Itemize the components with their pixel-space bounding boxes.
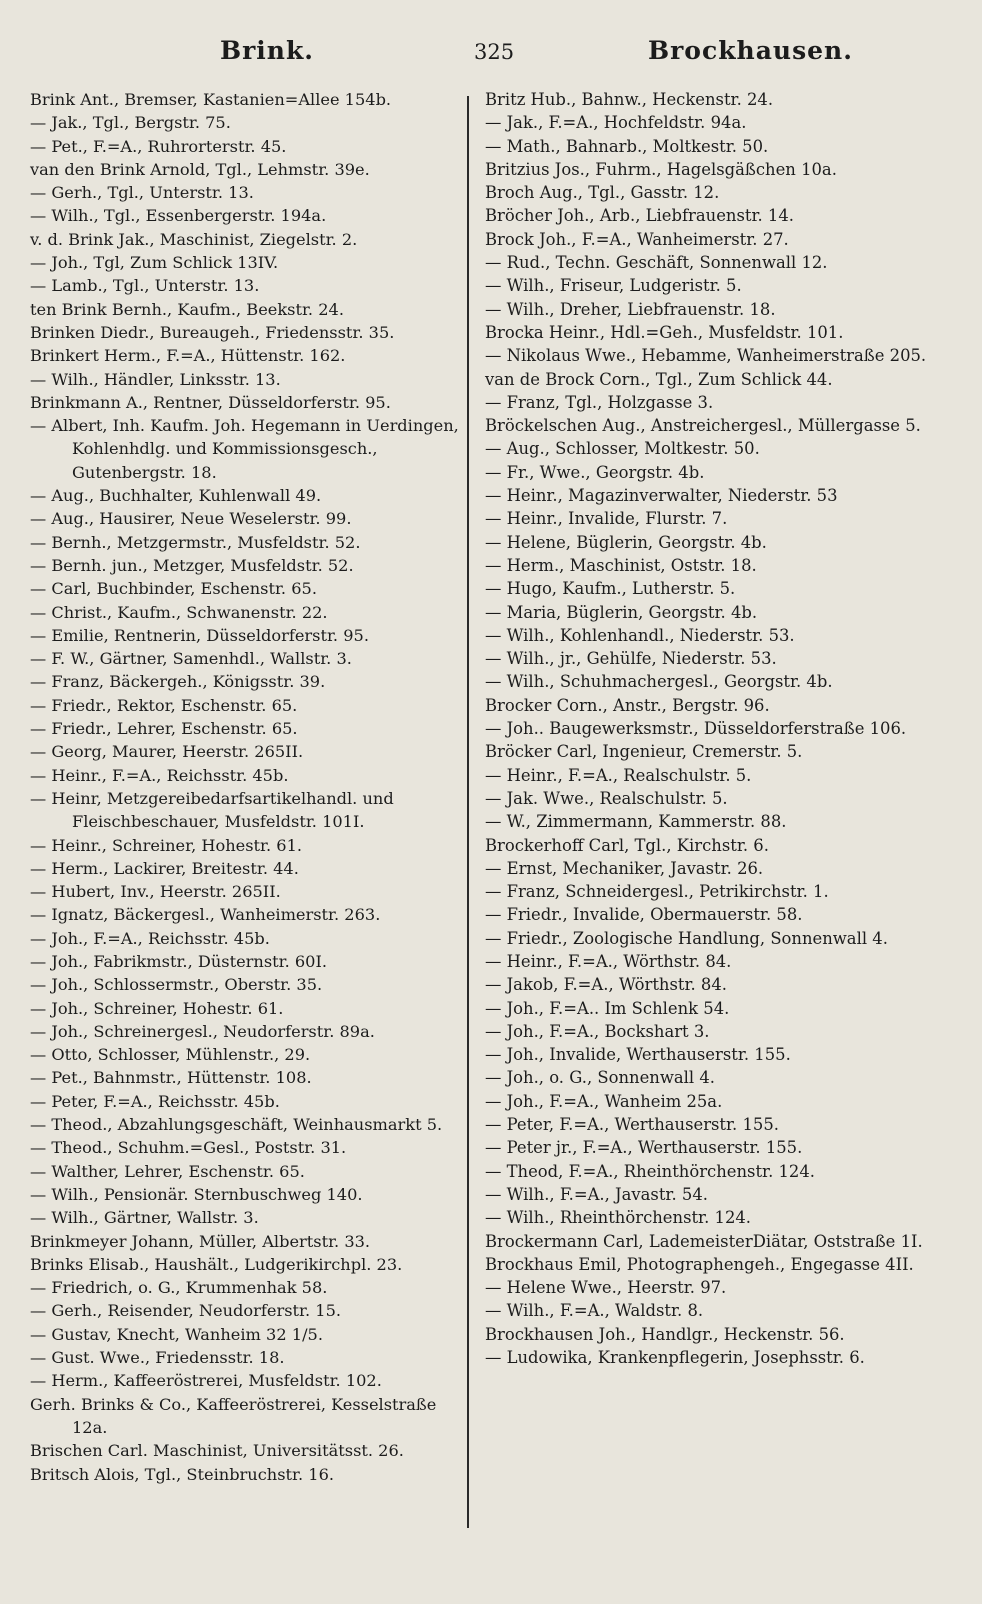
- directory-entry: — Wilh., Gärtner, Wallstr. 3.: [30, 1208, 259, 1228]
- directory-entry: — Joh., Fabrikmstr., Düsternstr. 60I.: [30, 951, 328, 971]
- directory-entry: — Wilh., Händler, Linksstr. 13.: [30, 369, 281, 389]
- directory-entry: — Friedrich, o. G., Krummenhak 58.: [30, 1278, 328, 1298]
- directory-entry: — Gust. Wwe., Friedensstr. 18.: [30, 1348, 285, 1368]
- directory-entry: Brocker Corn., Anstr., Bergstr. 96.: [485, 695, 770, 715]
- directory-entry: — Jak., Tgl., Bergstr. 75.: [30, 113, 231, 133]
- directory-entry: — Herm., Maschinist, Oststr. 18.: [485, 555, 757, 575]
- directory-entry: Gerh. Brinks & Co., Kaffeeröstrerei, Kesselstraße 12a.: [30, 1394, 437, 1437]
- directory-entry: — Albert, Inh. Kaufm. Joh. Hegemann in Uerdingen, Kohlenhdlg. und Kommissionsgesch., Gutenbergstr. 18.: [30, 416, 459, 482]
- right-column: [485, 88, 960, 1369]
- directory-entry: Bröckelschen Aug., Anstreichergesl., Müllergasse 5.: [485, 416, 921, 436]
- directory-entry: Brock Joh., F.=A., Wanheimerstr. 27.: [485, 229, 789, 249]
- directory-entry: — Emilie, Rentnerin, Düsseldorferstr. 95.: [30, 625, 369, 645]
- directory-entry: — Hugo, Kaufm., Lutherstr. 5.: [485, 579, 736, 599]
- directory-entry: — Joh., Schlossermstr., Oberstr. 35.: [30, 975, 323, 995]
- directory-entry: — Peter, F.=A., Werthauserstr. 155.: [485, 1115, 779, 1135]
- directory-entry: — Gustav, Knecht, Wanheim 32 1/5.: [30, 1324, 323, 1344]
- directory-entry: Brinks Elisab., Haushält., Ludgerikirchpl. 23.: [30, 1254, 403, 1274]
- directory-entry: — Aug., Buchhalter, Kuhlenwall 49.: [30, 486, 322, 506]
- directory-entry: — Joh., F.=A., Wanheim 25a.: [485, 1091, 723, 1111]
- directory-entry: Brocka Heinr., Hdl.=Geh., Musfeldstr. 101.: [485, 322, 844, 342]
- directory-entry: — Heinr., F.=A., Reichsstr. 45b.: [30, 765, 289, 785]
- directory-entry: Brockermann Carl, LademeisterDiätar, Oststraße 1I.: [485, 1231, 923, 1251]
- directory-entry: — Herm., Kaffeeröstrerei, Musfeldstr. 102.: [30, 1371, 382, 1391]
- directory-entry: — Wilh., Kohlenhandl., Niederstr. 53.: [485, 625, 795, 645]
- directory-entry: — Friedr., Lehrer, Eschenstr. 65.: [30, 719, 298, 739]
- directory-entry: — Helene, Büglerin, Georgstr. 4b.: [485, 532, 767, 552]
- directory-entry: Brink Ant., Bremser, Kastanien=Allee 154b.: [30, 90, 392, 109]
- directory-entry: — Wilh., Friseur, Ludgeristr. 5.: [485, 276, 742, 296]
- directory-entry: — Joh., Schreinergesl., Neudorferstr. 89a.: [30, 1021, 375, 1041]
- directory-entry: — Theod, F.=A., Rheinthörchenstr. 124.: [485, 1161, 815, 1181]
- left-column: [30, 88, 464, 1486]
- directory-entry: Bröcker Carl, Ingenieur, Cremerstr. 5.: [485, 742, 803, 762]
- directory-entry: — Heinr., F.=A., Wörthstr. 84.: [485, 951, 732, 971]
- directory-entry: — Pet., Bahnmstr., Hüttenstr. 108.: [30, 1068, 312, 1088]
- directory-entry: — Joh., Schreiner, Hohestr. 61.: [30, 998, 284, 1018]
- directory-entry: — Hubert, Inv., Heerstr. 265II.: [30, 882, 281, 902]
- directory-entry: Brinken Diedr., Bureaugeh., Friedensstr. 35.: [30, 322, 395, 342]
- directory-entry: — Bernh., Metzgermstr., Musfeldstr. 52.: [30, 532, 361, 552]
- directory-entry: — Joh., Invalide, Werthauserstr. 155.: [485, 1045, 791, 1065]
- directory-entry: ten Brink Bernh., Kaufm., Beekstr. 24.: [30, 299, 344, 319]
- page-header: [30, 0, 960, 88]
- directory-entry: — Wilh., F.=A., Javastr. 54.: [485, 1184, 708, 1204]
- directory-entry: — Heinr., Schreiner, Hohestr. 61.: [30, 835, 303, 855]
- directory-entry: — Peter jr., F.=A., Werthauserstr. 155.: [485, 1138, 803, 1158]
- directory-entry: Brinkert Herm., F.=A., Hüttenstr. 162.: [30, 346, 346, 366]
- directory-entry: — Otto, Schlosser, Mühlenstr., 29.: [30, 1045, 311, 1065]
- directory-entry: van den Brink Arnold, Tgl., Lehmstr. 39e.: [30, 159, 370, 179]
- directory-entry: Brinkmann A., Rentner, Düsseldorferstr. 95.: [30, 392, 391, 412]
- directory-entry: — Joh.. Baugewerksmstr., Düsseldorferstraße 106.: [485, 719, 907, 739]
- directory-entry: — Jak. Wwe., Realschulstr. 5.: [485, 788, 728, 808]
- directory-entry: — Peter, F.=A., Reichsstr. 45b.: [30, 1091, 280, 1111]
- directory-entry: — Heinr., Magazinverwalter, Niederstr. 53: [485, 486, 838, 506]
- directory-entry: — Heinr., Invalide, Flurstr. 7.: [485, 509, 728, 529]
- directory-entry: — Math., Bahnarb., Moltkestr. 50.: [485, 136, 769, 156]
- directory-entry: — Joh., F.=A., Reichsstr. 45b.: [30, 928, 270, 948]
- directory-entry: — Joh., F.=A.. Im Schlenk 54.: [485, 998, 730, 1018]
- directory-entry: — Franz, Bäckergeh., Königsstr. 39.: [30, 672, 326, 692]
- directory-entry: — Theod., Schuhm.=Gesl., Poststr. 31.: [30, 1138, 347, 1158]
- column-divider: [467, 96, 469, 1528]
- directory-entry: — Ignatz, Bäckergesl., Wanheimerstr. 263.: [30, 905, 381, 925]
- directory-entry: — Wilh., Rheinthörchenstr. 124.: [485, 1208, 752, 1228]
- directory-entry: Bröcher Joh., Arb., Liebfrauenstr. 14.: [485, 206, 794, 226]
- directory-entry: — Bernh. jun., Metzger, Musfeldstr. 52.: [30, 555, 354, 575]
- directory-entry: — Franz, Schneidergesl., Petrikirchstr. 1.: [485, 882, 829, 902]
- directory-entry: — Heinr., F.=A., Realschulstr. 5.: [485, 765, 752, 785]
- directory-entry: — Pet., F.=A., Ruhrorterstr. 45.: [30, 136, 287, 156]
- directory-entry: — Joh., Tgl, Zum Schlick 13IV.: [30, 253, 279, 273]
- directory-entry: v. d. Brink Jak., Maschinist, Ziegelstr. 2.: [30, 229, 358, 249]
- directory-entry: — Friedr., Zoologische Handlung, Sonnenwall 4.: [485, 928, 888, 948]
- directory-entry: Broch Aug., Tgl., Gasstr. 12.: [485, 183, 720, 203]
- directory-entry: — Wilh., F.=A., Waldstr. 8.: [485, 1301, 704, 1321]
- directory-entry: — Wilh., Schuhmachergesl., Georgstr. 4b.: [485, 672, 833, 692]
- directory-entry: — Aug., Schlosser, Moltkestr. 50.: [485, 439, 760, 459]
- directory-entry: — Joh., o. G., Sonnenwall 4.: [485, 1068, 715, 1088]
- header-left-word: Brink.: [220, 36, 315, 65]
- directory-entry: — Christ., Kaufm., Schwanenstr. 22.: [30, 602, 328, 622]
- directory-entry: — Maria, Büglerin, Georgstr. 4b.: [485, 602, 758, 622]
- directory-entry: — Friedr., Invalide, Obermauerstr. 58.: [485, 905, 803, 925]
- directory-entry: — Rud., Techn. Geschäft, Sonnenwall 12.: [485, 253, 828, 273]
- directory-entry: — F. W., Gärtner, Samenhdl., Wallstr. 3.: [30, 649, 352, 669]
- directory-entry: — Gerh., Reisender, Neudorferstr. 15.: [30, 1301, 342, 1321]
- directory-entry: — Jak., F.=A., Hochfeldstr. 94a.: [485, 113, 747, 133]
- directory-entry: Brischen Carl. Maschinist, Universitätsst. 26.: [30, 1441, 404, 1461]
- header-right-word: Brockhausen.: [648, 36, 853, 65]
- directory-entry: — Carl, Buchbinder, Eschenstr. 65.: [30, 579, 317, 599]
- directory-entry: — Wilh., Dreher, Liebfrauenstr. 18.: [485, 299, 776, 319]
- directory-entry: — Franz, Tgl., Holzgasse 3.: [485, 392, 714, 412]
- directory-entry: — Fr., Wwe., Georgstr. 4b.: [485, 462, 705, 482]
- directory-entry: — Helene Wwe., Heerstr. 97.: [485, 1278, 727, 1298]
- page-number: 325: [474, 40, 515, 64]
- directory-entry: — Wilh., Pensionär. Sternbuschweg 140.: [30, 1184, 363, 1204]
- directory-entry: — Wilh., Tgl., Essenbergerstr. 194a.: [30, 206, 327, 226]
- directory-entry: — Joh., F.=A., Bockshart 3.: [485, 1021, 710, 1041]
- directory-entry: — Walther, Lehrer, Eschenstr. 65.: [30, 1161, 305, 1181]
- directory-entry: — Wilh., jr., Gehülfe, Niederstr. 53.: [485, 649, 777, 669]
- directory-entry: — Herm., Lackirer, Breitestr. 44.: [30, 858, 299, 878]
- directory-entry: — Lamb., Tgl., Unterstr. 13.: [30, 276, 260, 296]
- directory-entry: — Friedr., Rektor, Eschenstr. 65.: [30, 695, 298, 715]
- directory-entry: — Ludowika, Krankenpflegerin, Josephsstr. 6.: [485, 1348, 865, 1368]
- directory-entry: Brockhausen Joh., Handlgr., Heckenstr. 56.: [485, 1324, 845, 1344]
- directory-entry: — Theod., Abzahlungsgeschäft, Weinhausmarkt 5.: [30, 1115, 443, 1135]
- directory-entry: — Ernst, Mechaniker, Javastr. 26.: [485, 858, 764, 878]
- directory-entry: Brockerhoff Carl, Tgl., Kirchstr. 6.: [485, 835, 769, 855]
- directory-entry: — Gerh., Tgl., Unterstr. 13.: [30, 183, 254, 203]
- directory-entry: Brockhaus Emil, Photographengeh., Engegasse 4II.: [485, 1254, 914, 1274]
- directory-entry: van de Brock Corn., Tgl., Zum Schlick 44.: [485, 369, 833, 389]
- directory-entry: — Heinr, Metzgereibedarfsartikelhandl. und Fleischbeschauer, Musfeldstr. 101I.: [30, 788, 394, 832]
- directory-entry: — W., Zimmermann, Kammerstr. 88.: [485, 812, 787, 832]
- directory-entry: — Georg, Maurer, Heerstr. 265II.: [30, 742, 304, 762]
- directory-entry: — Nikolaus Wwe., Hebamme, Wanheimerstraße 205.: [485, 346, 927, 366]
- directory-entry: Brinkmeyer Johann, Müller, Albertstr. 33.: [30, 1231, 371, 1251]
- directory-entry: Britz Hub., Bahnw., Heckenstr. 24.: [485, 90, 774, 109]
- directory-entry: Britzius Jos., Fuhrm., Hagelsgäßchen 10a.: [485, 159, 837, 179]
- directory-entry: — Aug., Hausirer, Neue Weselerstr. 99.: [30, 509, 352, 529]
- directory-entry: — Jakob, F.=A., Wörthstr. 84.: [485, 975, 727, 995]
- directory-entry: Britsch Alois, Tgl., Steinbruchstr. 16.: [30, 1464, 335, 1484]
